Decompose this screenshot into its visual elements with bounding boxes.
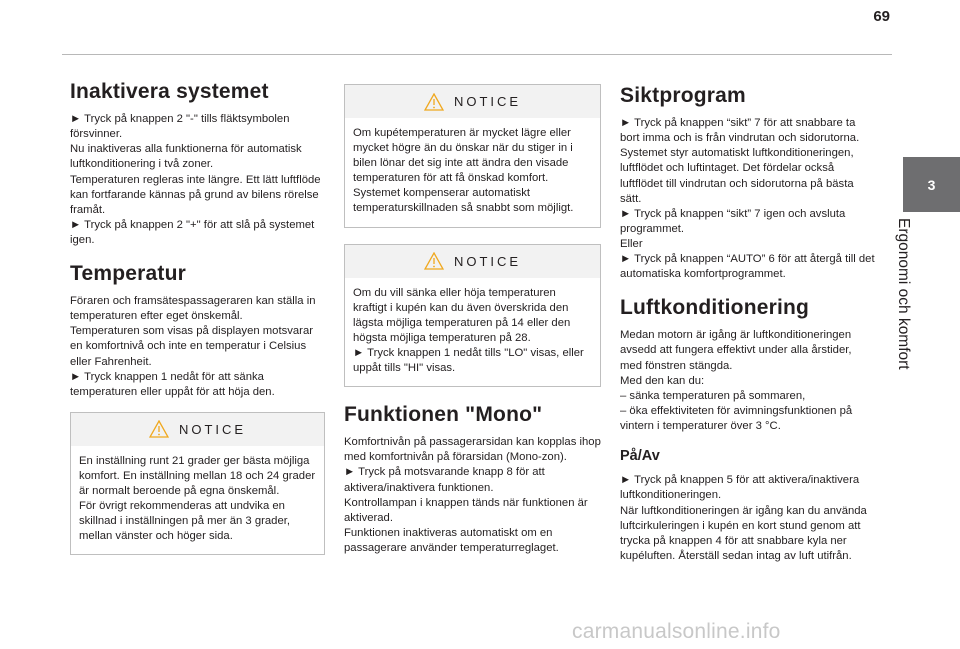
chapter-title-vertical [870, 218, 930, 378]
heading-luftkonditionering: Luftkonditionering [620, 296, 810, 320]
notice-header [71, 413, 324, 446]
chapter-number: 3 [927, 176, 936, 193]
column-right [620, 84, 875, 576]
section-inaktivera [70, 80, 325, 248]
chapter-title: Ergonomi och komfort [895, 218, 912, 370]
heading-siktprogram: Siktprogram [620, 84, 746, 107]
text-siktprogram: ► Tryck på knappen “sikt” 7 för att snabbare ta bort imma och is från vindrutan och sidorutorna. Systemet styr automatiskt luftkonditioneringen, luftflödet och luftintaget. Det fördelar också luftflödet till vindrutan och sidorutorna på bästa sätt. ► Tryck på knappen “sikt” 7 igen och avsluta programmet. Eller ► Tryck på knappen “AUTO” 6 för att återgå till det automatiska komfortprogrammet. [620, 117, 875, 281]
heading-pa-av: På/Av [620, 447, 660, 464]
notice-box-comfort [70, 412, 325, 556]
warning-triangle-icon [424, 93, 444, 111]
notice-text: Om du vill sänka eller höja temperaturen kraftigt i kupén kan du även överskrida den lägsta möjliga temperaturen på 14 eller den högsta möjliga temperaturen på 28. ► Tryck knappen 1 nedåt tills "LO" visas, eller uppåt tills "HI" visas. [353, 286, 584, 375]
watermark: carmanualsonline.info [572, 620, 781, 643]
notice-label: NOTICE [453, 94, 522, 109]
text-mono: Komfortnivån på passagerarsidan kan kopplas ihop med komfortnivån på förarsidan (Mono-zon). ► Tryck på motsvarande knapp 8 för att aktivera/inaktivera funktionen. Kontrollampan i knappen tänds när funktionen är aktiverad. Funktionen inaktiveras automatiskt om en passagerare använder temperaturreglaget. [344, 436, 601, 554]
notice-header [345, 245, 600, 278]
notice-box-cabin-temperature [344, 84, 601, 228]
text-luftkonditionering: Medan motorn är igång är luftkonditioneringen avsedd att fungera effektivt under alla årstider, med fönstren stängda. Med den kan du: – sänka temperaturen på sommaren, – öka effektiviteten för avimningsfunktionen på vintern i temperaturer över 3 °C. [620, 329, 853, 432]
notice-header [345, 85, 600, 118]
section-siktprogram [620, 84, 875, 282]
column-middle [344, 84, 601, 568]
column-left [70, 80, 325, 571]
header-rule [62, 54, 892, 55]
notice-label: NOTICE [178, 421, 247, 437]
text-pa-av: ► Tryck på knappen 5 för att aktivera/inaktivera luftkonditioneringen. När luftkonditioneringen är igång kan du använda luftcirkuleringen i kupén en kort stund genom att trycka på knappen 4 för att snabbare kyla ner kupéluften. Återställ sedan intag av luft utifrån. [620, 474, 867, 562]
heading-mono: Funktionen "Mono" [344, 403, 543, 427]
warning-triangle-icon [149, 420, 169, 438]
notice-text: En inställning runt 21 grader ger bästa möjliga komfort. En inställning mellan 18 och 24 grader är normalt beroende på egna önskemål. För övrigt rekommenderas att undvika en skillnad i inställningen på mer än 3 grader, mellan vänster och höger sida. [79, 454, 316, 543]
heading-inaktivera: Inaktivera systemet [70, 80, 269, 103]
section-pa-av [620, 448, 875, 564]
text-temperatur: Föraren och framsätespassageraren kan ställa in temperaturen efter eget önskemål. Temperaturen som visas på displayen motsvarar en komfortnivå och inte en temperatur i Celsius eller Fahrenheit. ► Tryck knappen 1 nedåt för att sänka temperaturen eller uppåt för att höja den. [70, 295, 316, 398]
section-luftkonditionering [620, 296, 875, 434]
text-inaktivera: ► Tryck på knappen 2 "-" tills fläktsymbolen försvinner. Nu inaktiveras alla funktionerna för automatisk luftkonditionering i två zoner. Temperaturen regleras inte längre. Ett lätt luftflöde kan fortfarande kännas på grund av bilens rörelse framåt. ► Tryck på knappen 2 "+" för att slå på systemet igen. [70, 113, 321, 246]
notice-text: Om kupétemperaturen är mycket lägre eller mycket högre än du önskar när du stiger in i bilen lönar det sig inte att ändra den visade temperaturen för att få önskad komfort. Systemet kompenserar automatiskt temperaturskillnaden så snabbt som möjligt. [353, 127, 574, 215]
notice-box-lo-hi [344, 244, 601, 388]
section-mono [344, 403, 601, 556]
warning-triangle-icon [424, 252, 444, 270]
section-temperatur [70, 262, 325, 400]
heading-temperatur: Temperatur [70, 261, 186, 285]
page-number: 69 [873, 8, 890, 25]
notice-label: NOTICE [453, 253, 522, 269]
chapter-tab[interactable] [903, 157, 960, 212]
